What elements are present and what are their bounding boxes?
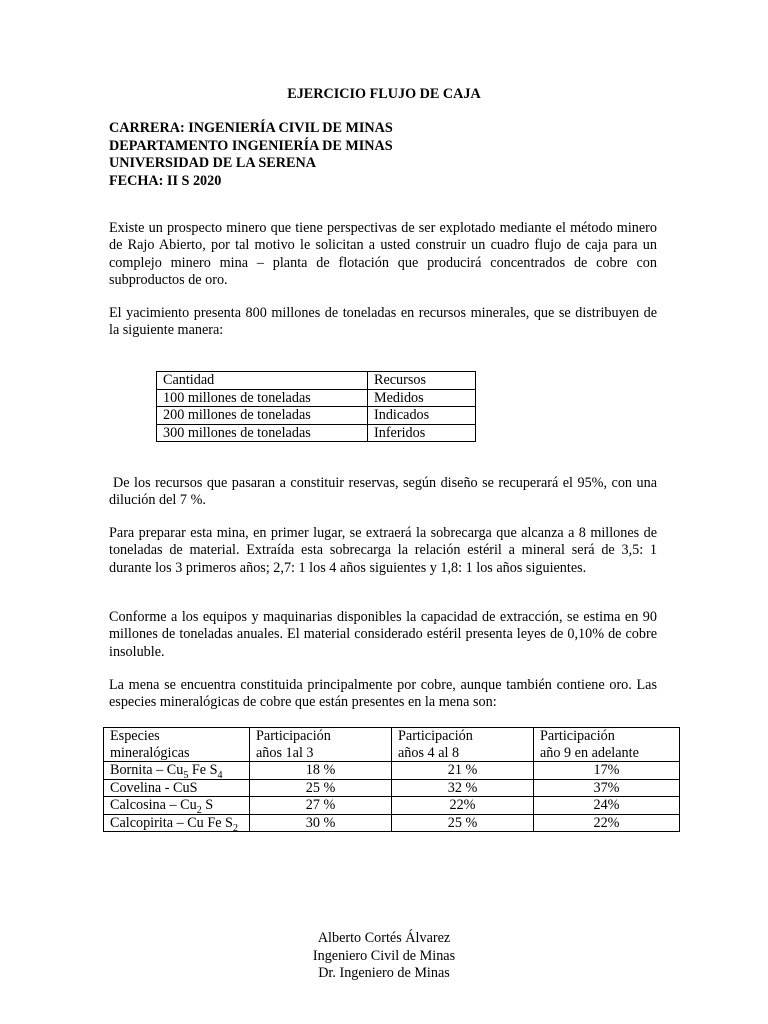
table-cell: 25 %: [250, 779, 392, 797]
resources-table: [156, 371, 476, 442]
table-row: [157, 424, 476, 442]
table-cell: 200 millones de toneladas: [157, 407, 368, 425]
table-row: [157, 407, 476, 425]
table-cell: 21 %: [392, 762, 534, 780]
document-header: [109, 120, 393, 190]
paragraph-capacity: Conforme a los equipos y maquinarias disponibles la capacidad de extracción, se estima en 90 millones de toneladas anuales. El material considerado estéril presenta leyes de 0,10% de cobre insoluble.: [109, 609, 657, 660]
paragraph-intro: Existe un prospecto minero que tiene perspectivas de ser explotado mediante el método minero de Rajo Abierto, por tal motivo le solicitan a usted construir un cuadro flujo de caja para un complejo minero mina – planta de flotación que producirá concentrados de cobre con subproductos de oro.: [109, 220, 657, 288]
signature-block: [0, 930, 768, 983]
minerals-table: [103, 727, 680, 832]
table-cell: 100 millones de toneladas: [157, 389, 368, 407]
document-title: EJERCICIO FLUJO DE CAJA: [287, 86, 481, 102]
header-university: UNIVERSIDAD DE LA SERENA: [109, 155, 316, 171]
table-header-cell: Participación años 1al 3: [250, 728, 392, 762]
header-career: CARRERA: INGENIERÍA CIVIL DE MINAS: [109, 120, 393, 136]
table-cell: Medidos: [368, 389, 476, 407]
table-cell: Inferidos: [368, 424, 476, 442]
mineral-name-cell: Bornita – $Cu_5$ Fe $S_4$: [104, 762, 250, 780]
table-cell: 300 millones de toneladas: [157, 424, 368, 442]
mineral-name-cell: Calcopirita – Cu Fe $S_2$: [104, 814, 250, 832]
paragraph-reserves: De los recursos que pasaran a constituir reservas, según diseño se recuperará el 95%, con una dilución del 7 %.: [109, 475, 657, 509]
table-cell: Indicados: [368, 407, 476, 425]
signature-name: Alberto Cortés Álvarez: [317, 930, 451, 946]
table-header-cell: Cantidad: [157, 372, 368, 390]
table-cell: 24%: [534, 797, 680, 815]
paragraph-deposit: El yacimiento presenta 800 millones de toneladas en recursos minerales, que se distribuyen de la siguiente manera:: [109, 305, 657, 339]
table-cell: 25 %: [392, 814, 534, 832]
table-cell: 22%: [534, 814, 680, 832]
table-row: [104, 814, 680, 832]
header-department: DEPARTAMENTO INGENIERÍA DE MINAS: [109, 137, 393, 154]
signature-degree: Dr. Ingeniero de Minas: [318, 965, 450, 981]
table-row: [104, 797, 680, 815]
paragraph-overburden: Para preparar esta mina, en primer lugar, se extraerá la sobrecarga que alcanza a 8 millones de toneladas de material. Extraída esta sobrecarga la relación estéril a mineral será de 3,5: 1 durante los 3 primeros años; 2,7: 1 los 4 años siguientes y 1,8: 1 los años siguientes.: [109, 525, 657, 576]
table-header-row: [157, 372, 476, 390]
table-cell: 17%: [534, 762, 680, 780]
table-cell: 22%: [392, 797, 534, 815]
table-header-cell: Recursos: [368, 372, 476, 390]
table-header-cell: Especies mineralógicas: [104, 728, 250, 762]
mineral-name-cell: Calcosina – $Cu_2$ S: [104, 797, 250, 815]
table-row: [157, 389, 476, 407]
table-cell: 27 %: [250, 797, 392, 815]
table-cell: 37%: [534, 779, 680, 797]
mineral-name-cell: Covelina - CuS: [104, 779, 250, 797]
table-header-cell: Participación año 9 en adelante: [534, 728, 680, 762]
signature-title: Ingeniero Civil de Minas: [312, 947, 456, 964]
table-header-row: [104, 728, 680, 762]
header-date: FECHA: II S 2020: [109, 172, 222, 189]
table-cell: 32 %: [392, 779, 534, 797]
table-cell: 30 %: [250, 814, 392, 832]
table-header-cell: Participación años 4 al 8: [392, 728, 534, 762]
table-row: [104, 779, 680, 797]
table-cell: 18 %: [250, 762, 392, 780]
table-row: [104, 762, 680, 780]
paragraph-ore: La mena se encuentra constituida principalmente por cobre, aunque también contiene oro. Las especies mineralógicas de cobre que están presentes en la mena son:: [109, 677, 657, 711]
